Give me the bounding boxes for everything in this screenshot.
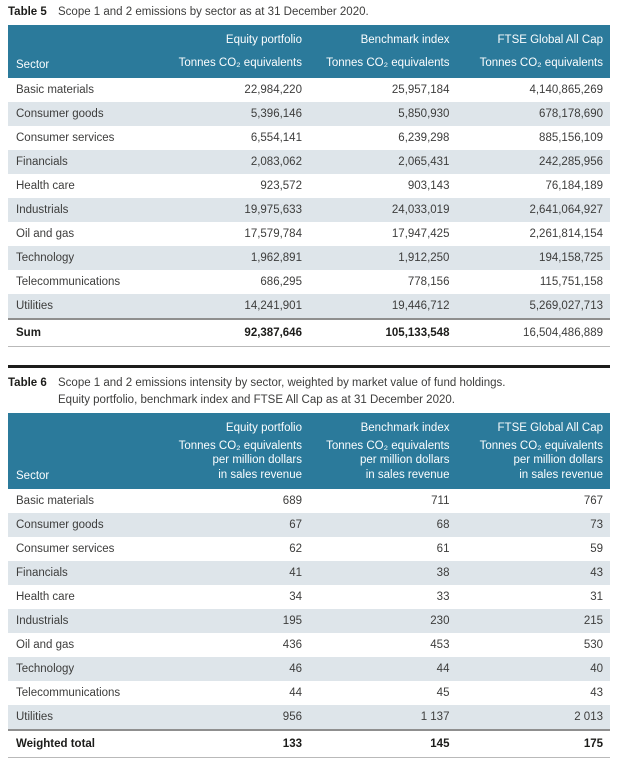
column-subtitle: per million dollars <box>360 453 449 468</box>
value-cell: 689 <box>183 489 309 513</box>
sector-cell: Technology <box>8 246 183 270</box>
value-cell: 19,446,712 <box>309 294 456 319</box>
table-row <box>8 294 610 319</box>
value-cell: 195 <box>183 609 309 633</box>
table-row <box>8 609 610 633</box>
value-cell: 68 <box>309 513 456 537</box>
column-subtitle: in sales revenue <box>519 468 603 483</box>
table6-caption-line2: Equity portfolio, benchmark index and FTSE All Cap as at 31 December 2020. <box>58 392 505 409</box>
table6-caption <box>8 375 610 409</box>
table-row <box>8 705 610 730</box>
table5-column-header-benchmark-index <box>309 25 456 78</box>
column-subtitle: Tonnes CO₂ equivalents <box>326 56 449 71</box>
table6-caption-line1: Scope 1 and 2 emissions intensity by sector, weighted by market value of fund holdings. <box>58 375 505 392</box>
value-cell: 194,158,725 <box>456 246 610 270</box>
value-cell: 1,912,250 <box>309 246 456 270</box>
sector-cell: Industrials <box>8 609 183 633</box>
column-subtitle: in sales revenue <box>366 468 450 483</box>
value-cell: 62 <box>183 537 309 561</box>
total-value: 175 <box>456 730 610 758</box>
value-cell: 73 <box>456 513 610 537</box>
value-cell: 2,083,062 <box>183 150 309 174</box>
column-subtitle: Tonnes CO₂ equivalents <box>179 439 302 454</box>
table-row <box>8 246 610 270</box>
value-cell: 215 <box>456 609 610 633</box>
table5-sector-header: Sector <box>8 25 183 78</box>
sector-cell: Financials <box>8 561 183 585</box>
value-cell: 5,269,027,713 <box>456 294 610 319</box>
value-cell: 33 <box>309 585 456 609</box>
value-cell: 5,396,146 <box>183 102 309 126</box>
table6-caption-text <box>58 375 505 409</box>
table-row <box>8 150 610 174</box>
sector-cell: Basic materials <box>8 78 183 102</box>
sector-cell: Consumer goods <box>8 513 183 537</box>
column-title: FTSE Global All Cap <box>498 33 603 47</box>
sector-cell: Health care <box>8 174 183 198</box>
value-cell: 43 <box>456 681 610 705</box>
table-row <box>8 681 610 705</box>
sector-cell: Utilities <box>8 705 183 730</box>
emissions-intensity-table <box>8 413 610 758</box>
table-row <box>8 585 610 609</box>
value-cell: 34 <box>183 585 309 609</box>
sector-cell: Telecommunications <box>8 681 183 705</box>
column-title: Equity portfolio <box>226 421 302 435</box>
value-cell: 2 013 <box>456 705 610 730</box>
value-cell: 44 <box>309 657 456 681</box>
value-cell: 903,143 <box>309 174 456 198</box>
column-title: Benchmark index <box>361 421 450 435</box>
value-cell: 6,239,298 <box>309 126 456 150</box>
sector-cell: Telecommunications <box>8 270 183 294</box>
column-title: Benchmark index <box>361 33 450 47</box>
value-cell: 67 <box>183 513 309 537</box>
table-row <box>8 537 610 561</box>
value-cell: 46 <box>183 657 309 681</box>
table-row <box>8 270 610 294</box>
total-label: Sum <box>8 319 183 347</box>
column-title: FTSE Global All Cap <box>498 421 603 435</box>
value-cell: 767 <box>456 489 610 513</box>
value-cell: 4,140,865,269 <box>456 78 610 102</box>
value-cell: 59 <box>456 537 610 561</box>
column-subtitle: Tonnes CO₂ equivalents <box>179 56 302 71</box>
table-row <box>8 174 610 198</box>
value-cell: 5,850,930 <box>309 102 456 126</box>
table6-header-row <box>8 413 610 490</box>
table-row <box>8 657 610 681</box>
table-row <box>8 222 610 246</box>
column-subtitle: per million dollars <box>514 453 603 468</box>
table6-column-header-equity-portfolio <box>183 413 309 490</box>
value-cell: 40 <box>456 657 610 681</box>
value-cell: 2,641,064,927 <box>456 198 610 222</box>
value-cell: 453 <box>309 633 456 657</box>
value-cell: 61 <box>309 537 456 561</box>
sector-cell: Consumer services <box>8 126 183 150</box>
value-cell: 1 137 <box>309 705 456 730</box>
table5-column-header-ftse-global-all-cap <box>456 25 610 78</box>
value-cell: 31 <box>456 585 610 609</box>
column-subtitle: per million dollars <box>213 453 302 468</box>
value-cell: 436 <box>183 633 309 657</box>
total-value: 16,504,486,889 <box>456 319 610 347</box>
table6-column-header-ftse-global-all-cap <box>456 413 610 490</box>
value-cell: 44 <box>183 681 309 705</box>
table5-body <box>8 78 610 319</box>
sector-cell: Health care <box>8 585 183 609</box>
table-row <box>8 633 610 657</box>
value-cell: 530 <box>456 633 610 657</box>
value-cell: 45 <box>309 681 456 705</box>
value-cell: 2,065,431 <box>309 150 456 174</box>
table-row <box>8 102 610 126</box>
total-value: 92,387,646 <box>183 319 309 347</box>
sector-cell: Utilities <box>8 294 183 319</box>
value-cell: 19,975,633 <box>183 198 309 222</box>
value-cell: 711 <box>309 489 456 513</box>
table-row <box>8 489 610 513</box>
value-cell: 956 <box>183 705 309 730</box>
total-value: 105,133,548 <box>309 319 456 347</box>
table-row <box>8 198 610 222</box>
value-cell: 778,156 <box>309 270 456 294</box>
table-row <box>8 513 610 537</box>
table5-column-header-equity-portfolio <box>183 25 309 78</box>
column-subtitle: Tonnes CO₂ equivalents <box>480 439 603 454</box>
column-title: Equity portfolio <box>226 33 302 47</box>
sector-cell: Basic materials <box>8 489 183 513</box>
sector-cell: Technology <box>8 657 183 681</box>
value-cell: 41 <box>183 561 309 585</box>
table-row <box>8 126 610 150</box>
table-row <box>8 561 610 585</box>
value-cell: 923,572 <box>183 174 309 198</box>
value-cell: 885,156,109 <box>456 126 610 150</box>
table6-body <box>8 489 610 730</box>
value-cell: 14,241,901 <box>183 294 309 319</box>
value-cell: 230 <box>309 609 456 633</box>
table6-caption-label: Table 6 <box>8 375 50 392</box>
table6-column-header-benchmark-index <box>309 413 456 490</box>
value-cell: 678,178,690 <box>456 102 610 126</box>
table6-total-row <box>8 730 610 758</box>
value-cell: 6,554,141 <box>183 126 309 150</box>
value-cell: 686,295 <box>183 270 309 294</box>
sector-cell: Consumer services <box>8 537 183 561</box>
total-value: 133 <box>183 730 309 758</box>
value-cell: 76,184,189 <box>456 174 610 198</box>
total-label: Weighted total <box>8 730 183 758</box>
column-subtitle: Tonnes CO₂ equivalents <box>326 439 449 454</box>
table5-caption <box>8 4 610 21</box>
value-cell: 17,947,425 <box>309 222 456 246</box>
sector-cell: Oil and gas <box>8 222 183 246</box>
column-subtitle: Tonnes CO₂ equivalents <box>480 56 603 71</box>
sector-cell: Oil and gas <box>8 633 183 657</box>
value-cell: 25,957,184 <box>309 78 456 102</box>
table5-total-row <box>8 319 610 347</box>
table5-caption-text: Scope 1 and 2 emissions by sector as at 31 December 2020. <box>58 4 369 21</box>
value-cell: 43 <box>456 561 610 585</box>
value-cell: 242,285,956 <box>456 150 610 174</box>
value-cell: 38 <box>309 561 456 585</box>
column-subtitle: in sales revenue <box>218 468 302 483</box>
sector-cell: Industrials <box>8 198 183 222</box>
table-row <box>8 78 610 102</box>
table6-sector-header: Sector <box>8 413 183 490</box>
sector-cell: Financials <box>8 150 183 174</box>
sector-cell: Consumer goods <box>8 102 183 126</box>
value-cell: 17,579,784 <box>183 222 309 246</box>
value-cell: 115,751,158 <box>456 270 610 294</box>
section-divider-rule <box>8 365 610 368</box>
value-cell: 22,984,220 <box>183 78 309 102</box>
value-cell: 2,261,814,154 <box>456 222 610 246</box>
total-value: 145 <box>309 730 456 758</box>
table5-header-row <box>8 25 610 78</box>
emissions-by-sector-table <box>8 25 610 347</box>
table5-caption-label: Table 5 <box>8 4 50 21</box>
value-cell: 1,962,891 <box>183 246 309 270</box>
value-cell: 24,033,019 <box>309 198 456 222</box>
